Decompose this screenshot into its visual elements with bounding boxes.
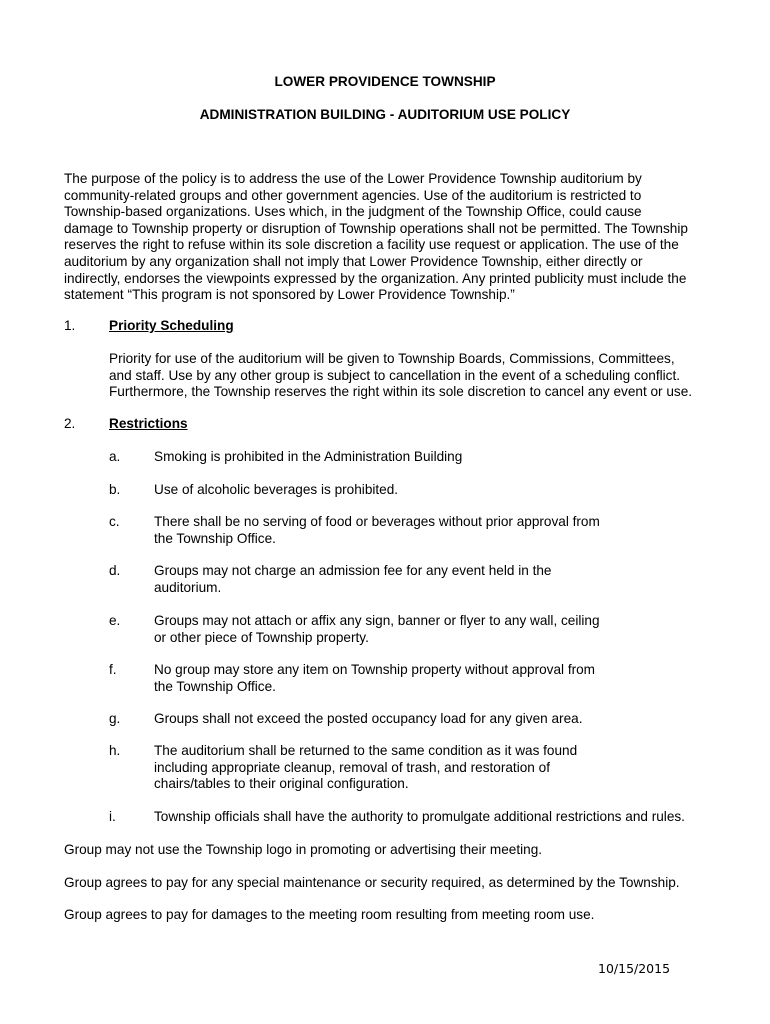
closing-statement-damages: Group agrees to pay for damages to the meeting room resulting from meeting room use.: [64, 907, 595, 922]
paragraph-line: Furthermore, the Township reserves the right within its sole discretion to cancel any event or use.: [109, 384, 693, 400]
list-item: [154, 613, 714, 646]
list-item-letter: f.: [109, 662, 117, 677]
intro-paragraph: [64, 171, 714, 304]
list-item: [154, 711, 714, 728]
list-item-line: the Township Office.: [154, 530, 276, 546]
list-item-line: There shall be no serving of food or beverages without prior approval from: [154, 514, 600, 529]
list-item-letter: e.: [109, 613, 121, 628]
intro-line: auditorium by any organization shall not imply that Lower Providence Township, either directly or: [64, 253, 643, 269]
list-item: [154, 743, 714, 793]
list-item: [154, 449, 714, 466]
list-item-line: Township officials shall have the authority to promulgate additional restrictions and rules.: [154, 809, 685, 824]
list-item-line: Groups may not attach or affix any sign, banner or flyer to any wall, ceiling: [154, 613, 600, 628]
intro-line: The purpose of the policy is to address the use of the Lower Providence Township auditorium by: [64, 171, 642, 186]
list-item-line: or other piece of Township property.: [154, 629, 369, 645]
list-item-line: Smoking is prohibited in the Administration Building: [154, 449, 463, 464]
list-item-line: the Township Office.: [154, 678, 276, 694]
paragraph-line: and staff. Use by any other group is subject to cancellation in the event of a scheduling conflict.: [109, 367, 681, 383]
list-item-line: Groups may not charge an admission fee for any event held in the: [154, 563, 552, 578]
list-item-letter: b.: [109, 482, 121, 497]
list-item: [154, 482, 714, 499]
intro-line: damage to Township property or disruption of Township operations shall not be permitted. The Township: [64, 220, 688, 236]
section-number: 1.: [64, 318, 76, 333]
list-item-line: auditorium.: [154, 579, 222, 595]
paragraph-line: Priority for use of the auditorium will be given to Township Boards, Commissions, Committees,: [109, 351, 675, 366]
list-item-line: The auditorium shall be returned to the same condition as it was found: [154, 743, 578, 758]
intro-line: reserves the right to refuse within its sole discretion a facility use request or application. The use of the: [64, 237, 679, 253]
section-heading-restrictions: Restrictions: [109, 416, 188, 431]
section-number: 2.: [64, 416, 76, 431]
list-item: [154, 514, 714, 547]
section-heading-priority-scheduling: Priority Scheduling: [109, 318, 234, 333]
list-item-line: Use of alcoholic beverages is prohibited.: [154, 482, 399, 497]
intro-line: statement “This program is not sponsored by Lower Providence Township.”: [64, 287, 515, 303]
policy-title: ADMINISTRATION BUILDING - AUDITORIUM USE POLICY: [199, 107, 571, 122]
closing-statement-maintenance: Group agrees to pay for any special maintenance or security required, as determined by the Township.: [64, 875, 680, 890]
closing-statement-logo: Group may not use the Township logo in promoting or advertising their meeting.: [64, 842, 543, 857]
list-item: [154, 809, 714, 826]
township-title: LOWER PROVIDENCE TOWNSHIP: [274, 74, 496, 89]
footer-date: 10/15/2015: [598, 961, 671, 976]
intro-line: indirectly, endorses the viewpoints expressed by the organization. Any printed publicity must include the: [64, 270, 687, 286]
priority-scheduling-paragraph: [109, 351, 719, 401]
list-item-letter: i.: [109, 809, 116, 824]
list-item-letter: a.: [109, 449, 121, 464]
list-item-letter: h.: [109, 743, 121, 758]
intro-line: Township-based organizations. Uses which, in the judgment of the Township Office, could cause: [64, 204, 642, 220]
intro-line: community-related groups and other government agencies. Use of the auditorium is restricted to: [64, 187, 642, 203]
list-item: [154, 662, 714, 695]
list-item-letter: c.: [109, 514, 120, 529]
list-item-line: No group may store any item on Township property without approval from: [154, 662, 596, 677]
list-item-letter: d.: [109, 563, 121, 578]
list-item: [154, 563, 714, 596]
list-item-letter: g.: [109, 711, 121, 726]
list-item-line: including appropriate cleanup, removal of trash, and restoration of: [154, 759, 550, 775]
list-item-line: chairs/tables to their original configuration.: [154, 776, 409, 792]
list-item-line: Groups shall not exceed the posted occupancy load for any given area.: [154, 711, 583, 726]
